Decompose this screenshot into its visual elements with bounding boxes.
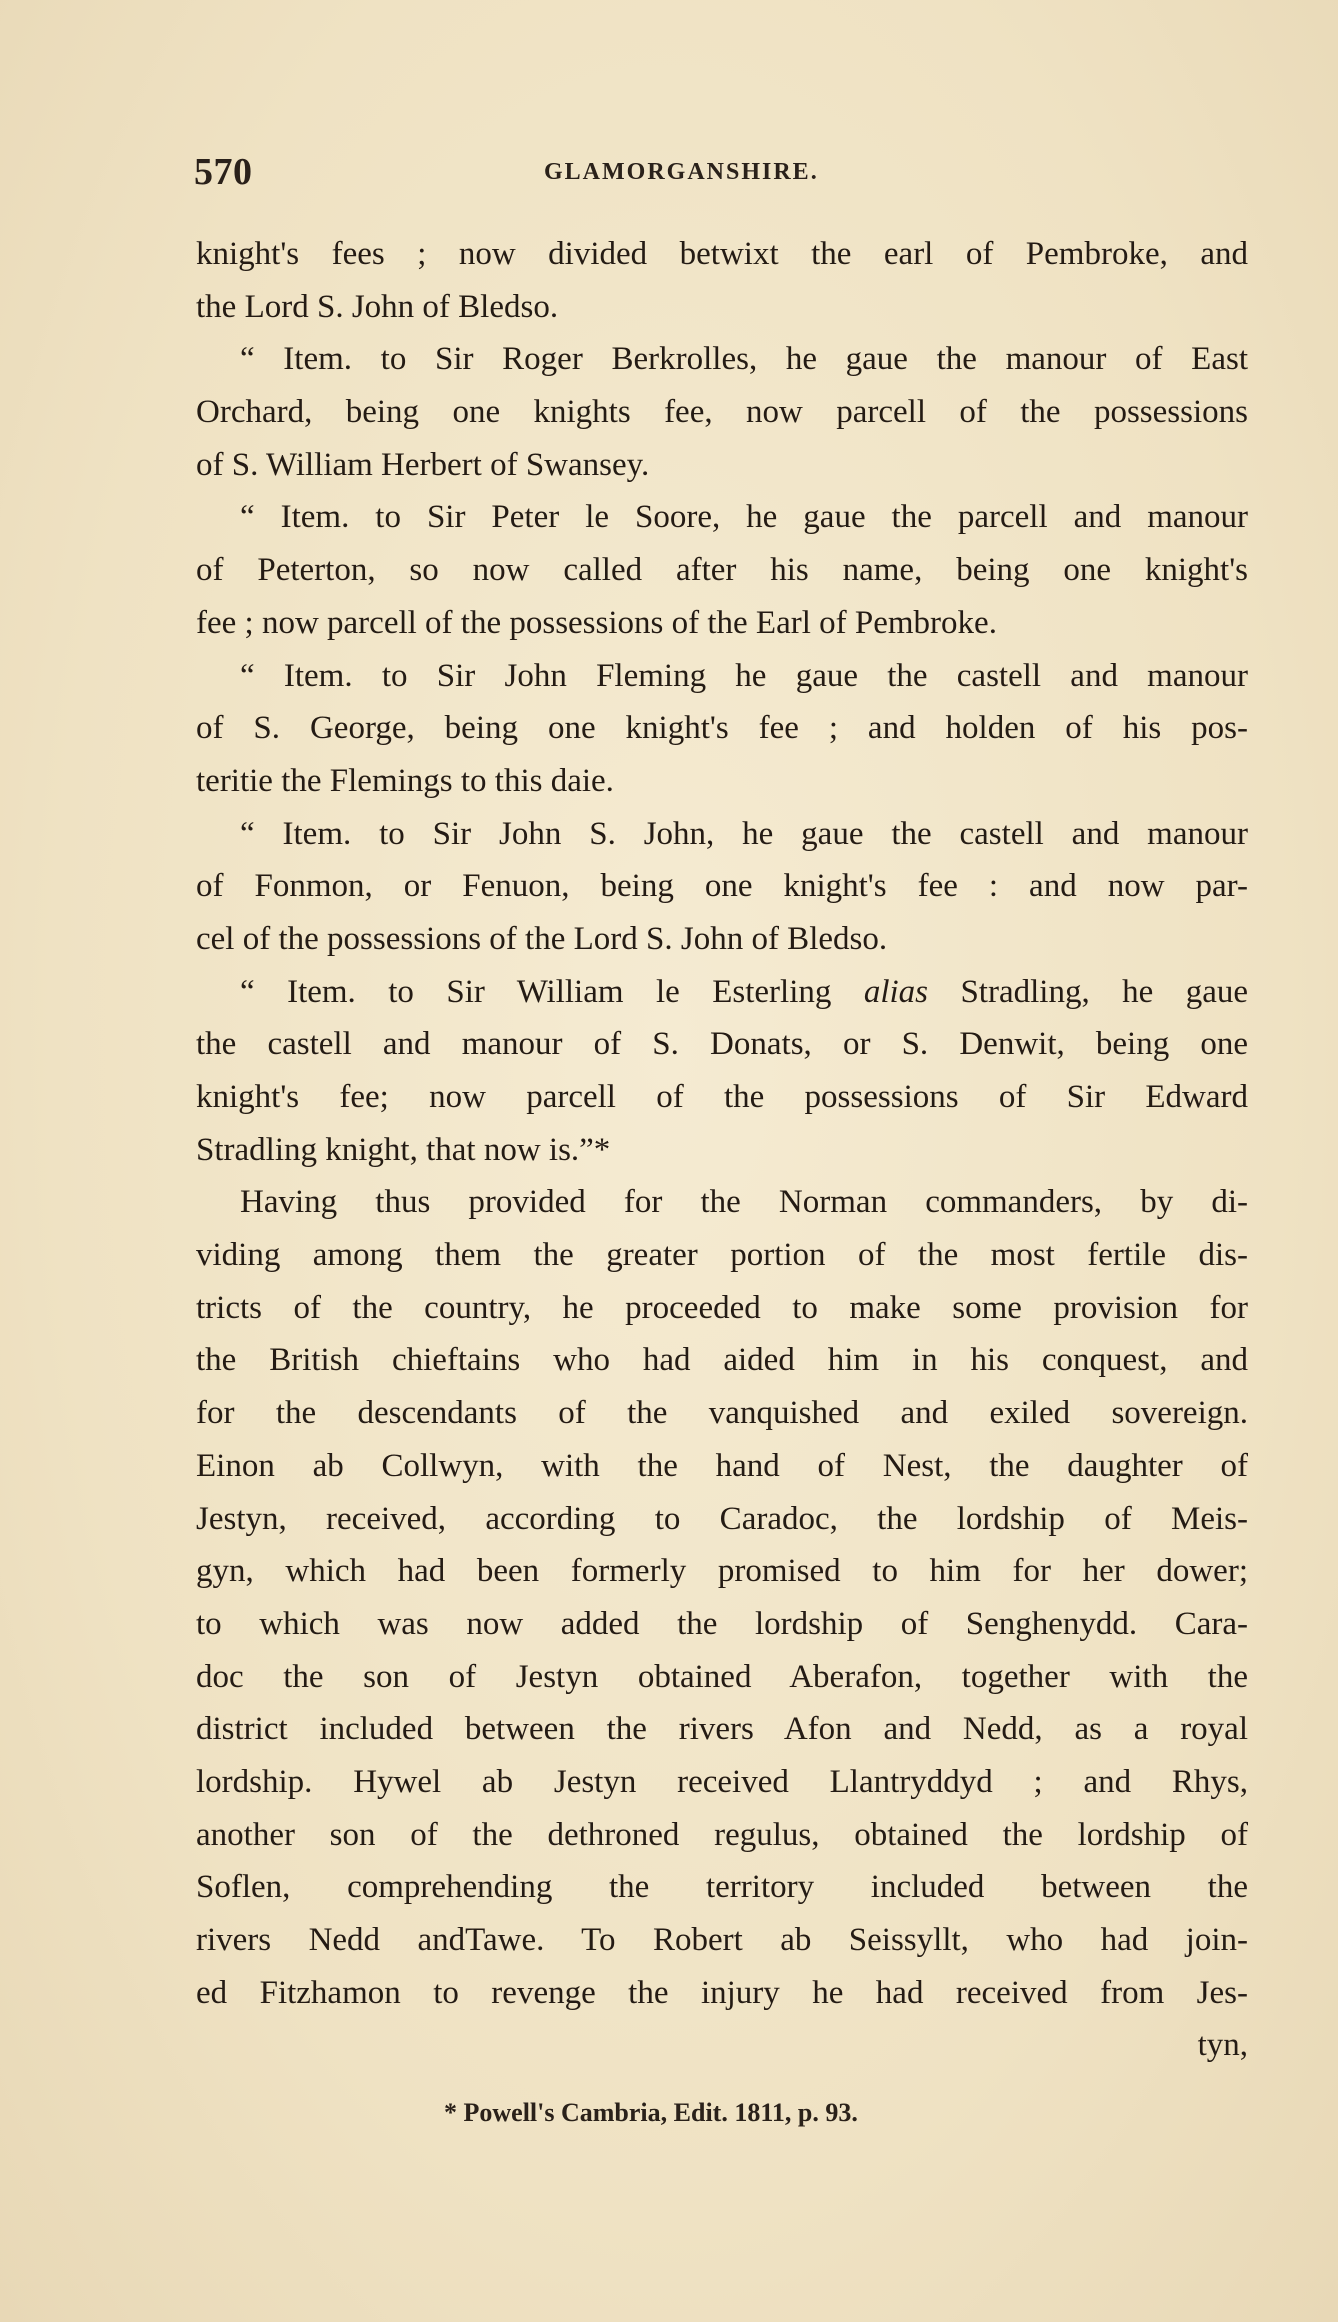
text-line: of Fonmon, or Fenuon, being one knight's fee : and now par- [196,868,1248,905]
text-line: of S. George, being one knight's fee ; and holden of his pos- [196,710,1248,747]
text-line: viding among them the greater portion of the most fertile dis- [196,1237,1248,1274]
text-line: “ Item. to Sir John Fleming he gaue the castell and manour [240,657,1248,694]
italic-word: alias [863,973,929,1010]
page-header [194,150,1234,200]
text-line: ed Fitzhamon to revenge the injury he had received from Jes- [196,1974,1248,2011]
text-line: district included between the rivers Afon and Nedd, as a royal [196,1711,1248,1748]
footnote: * Powell's Cambria, Edit. 1811, p. 93. [444,2098,858,2127]
text-line: the British chieftains who had aided him in his conquest, and [196,1342,1248,1379]
running-head: GLAMORGANSHIRE. [544,159,819,185]
text-line: tricts of the country, he proceeded to make some provision for [196,1289,1248,1326]
text-line: rivers Nedd andTawe. To Robert ab Seissyllt, who had join- [196,1922,1248,1958]
text-line: the Lord S. John of Bledso. [196,288,559,325]
text-line: fee ; now parcell of the possessions of the Earl of Pembroke. [196,604,997,641]
text-line: knight's fee; now parcell of the possessions of Sir Edward [196,1079,1248,1115]
text-line: “ Item. to Sir John S. John, he gaue the castell and manour [240,815,1248,852]
text-line: of S. William Herbert of Swansey. [196,446,650,483]
text-line: cel of the possessions of the Lord S. John of Bledso. [196,920,888,957]
text-line: the castell and manour of S. Donats, or S. Denwit, being one [196,1026,1248,1063]
text-line: Having thus provided for the Norman commanders, by di- [240,1184,1248,1221]
text-line: gyn, which had been formerly promised to him for her dower; [196,1553,1248,1590]
text-line: Orchard, being one knights fee, now parcell of the possessions [196,394,1248,431]
page-number: 570 [194,151,253,193]
text-line: doc the son of Jestyn obtained Aberafon, together with the [196,1658,1248,1695]
text-line: knight's fees ; now divided betwixt the earl of Pembroke, and [196,236,1248,272]
text-line: Soflen, comprehending the territory included between the [196,1869,1248,1906]
body-text [196,228,1248,2072]
text-segment: Stradling, he gaue [928,973,1249,1010]
text-line: to which was now added the lordship of Senghenydd. Cara- [196,1605,1248,1642]
text-line: “ Item. to Sir Peter le Soore, he gaue the parcell and manour [240,499,1248,536]
text-line: of Peterton, so now called after his name, being one knight's [196,552,1248,589]
text-segment: “ Item. to Sir William le Esterling [240,973,832,1010]
text-line: for the descendants of the vanquished and exiled sovereign. [196,1395,1248,1432]
text-line: Stradling knight, that now is.”* [196,1131,611,1168]
text-line: teritie the Flemings to this daie. [196,762,614,799]
text-line [196,966,1248,1019]
text-line: lordship. Hywel ab Jestyn received Llantryddyd ; and Rhys, [196,1763,1248,1800]
text-line: Jestyn, received, according to Caradoc, the lordship of Meis- [196,1500,1248,1537]
text-line: “ Item. to Sir Roger Berkrolles, he gaue the manour of East [240,341,1248,378]
text-line: Einon ab Collwyn, with the hand of Nest, the daughter of [196,1447,1248,1484]
catchword: tyn, [1197,2027,1248,2064]
text-line: another son of the dethroned regulus, obtained the lordship of [196,1816,1248,1853]
